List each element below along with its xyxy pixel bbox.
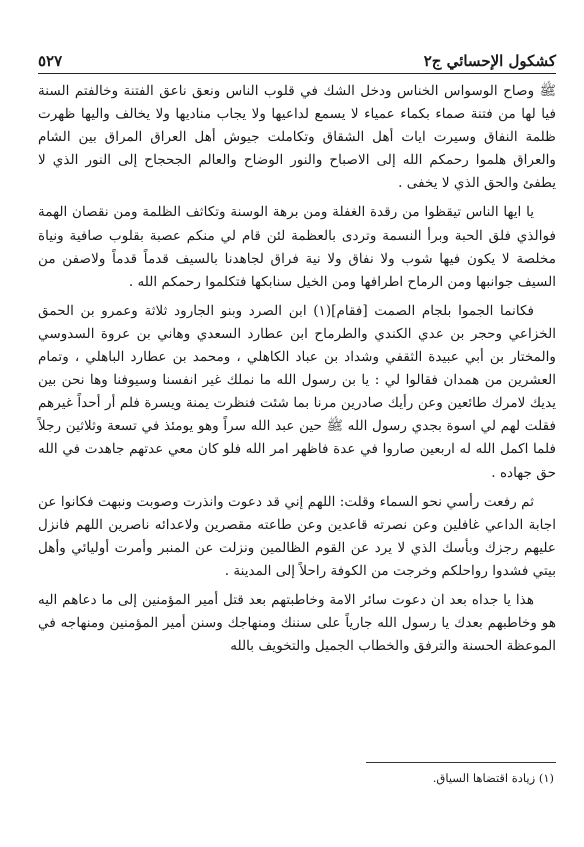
paragraph-3: فكانما الجموا بلجام الصمت [فقام](١) ابن الصرد وبنو الجارود ثلاثة وعمرو بن الحمق الخزاعي وحجر بن عدي الكندي والطرماح ابن عطارد السعدي وهاني بن عروة السدوسي والمختار بن أبي عبيدة الثقفي وشداد بن عباد الكاهلي ، ومحمد بن عطارد الباهلي ، وتمام العشرين من همدان فقالوا لي : يا بن رسول الله ما نملك غير انفسنا وسيوفنا وها نحن بين يديك لامرك طائعين وعن رأيك صادرين مرنا بما شئت فنظرت يمنة ويسرة فلم أر أحداً غيرهم فقلت لهم لي اسوة بجدي رسول الله ﷺ حين عبد الله سراً وهو يومئذ في تسعة وثلاثين رجلاً فلما اكمل الله له اربعين صاروا في عدة فاظهر امر الله فلو كان معي عدتهم جاهدت في الله حق جهاده .: [38, 302, 556, 481]
page-number: ٥٢٧: [38, 52, 63, 70]
paragraph-4: ثم رفعت رأسي نحو السماء وقلت: اللهم إني قد دعوت وانذرت وصوبت ونبهت فكانوا عن اجابة الداعي غافلين وعن نصرته قاعدين وعن طاعته مقصرين ولاعدائه ناصرين اللهم فانزل عليهم رجزك وبأسك الذي لا يرد عن القوم الظالمين ونزلت عن المنبر وأمرت أوليائي وأهل بيتي فشدوا رواحلكم وخرجت من الكوفة راحلاً إلى المدينة .: [38, 493, 556, 579]
footnote: (١) زيادة اقتضاها السياق.: [432, 771, 554, 785]
running-header: [38, 44, 556, 70]
paragraph-2: يا ايها الناس تيقظوا من رقدة الغفلة ومن برهة الوسنة وتكاثف الظلمة ومن نقصان الهمة فوالذي فلق الحبة وبرأ النسمة وتردى بالعظمة لئن قام لي منكم عصبة بقلوب صافية ونياة مخلصة لا يكون فيها شوب ولا نفاق ولا نية فراق لجاهدنا بالسيف قدماً قدماً ولاصفن من السيف جوانبها ومن الرماح اطرافها ومن الخيل سنابكها فتكلموا رحمكم الله .: [38, 204, 556, 290]
book-title: كشكول الإحسائي ج٢: [423, 52, 556, 70]
header-rule: [38, 73, 556, 74]
footnote-divider: [366, 762, 556, 763]
main-text: [38, 80, 556, 664]
paragraph-5: هذا يا جداه بعد ان دعوت سائر الامة وخاطبتهم بعد قتل أمير المؤمنين إلى ما دعاهم اليه هو وخاطبهم بعدك يا رسول الله جارياً على سننك ومنهاجك وسنن أمير المؤمنين ومنهاجه في الموعظة الحسنة والترفق والخطاب الجميل والتخويف بالله: [38, 591, 556, 655]
paragraph-1: ﷺ وصاح الوسواس الخناس ودخل الشك في قلوب الناس ونعق ناعق الفتنة وخالفتم السنة فيا لها من فتنة صماء بكماء عمياء لا يسمع لداعيها ولا يجاب مناديها ولا يخالف واليها ظهرت ظلمة النفاق وسيرت ايات أهل الشقاق وتكاملت جيوش أهل العراق المراق بين الشام والعراق هلموا رحمكم الله إلى الاصباح والنور الوضاح والعالم الجحجاح إلى النور الذي لا يطفئ والحق الذي لا يخفى .: [38, 83, 556, 192]
